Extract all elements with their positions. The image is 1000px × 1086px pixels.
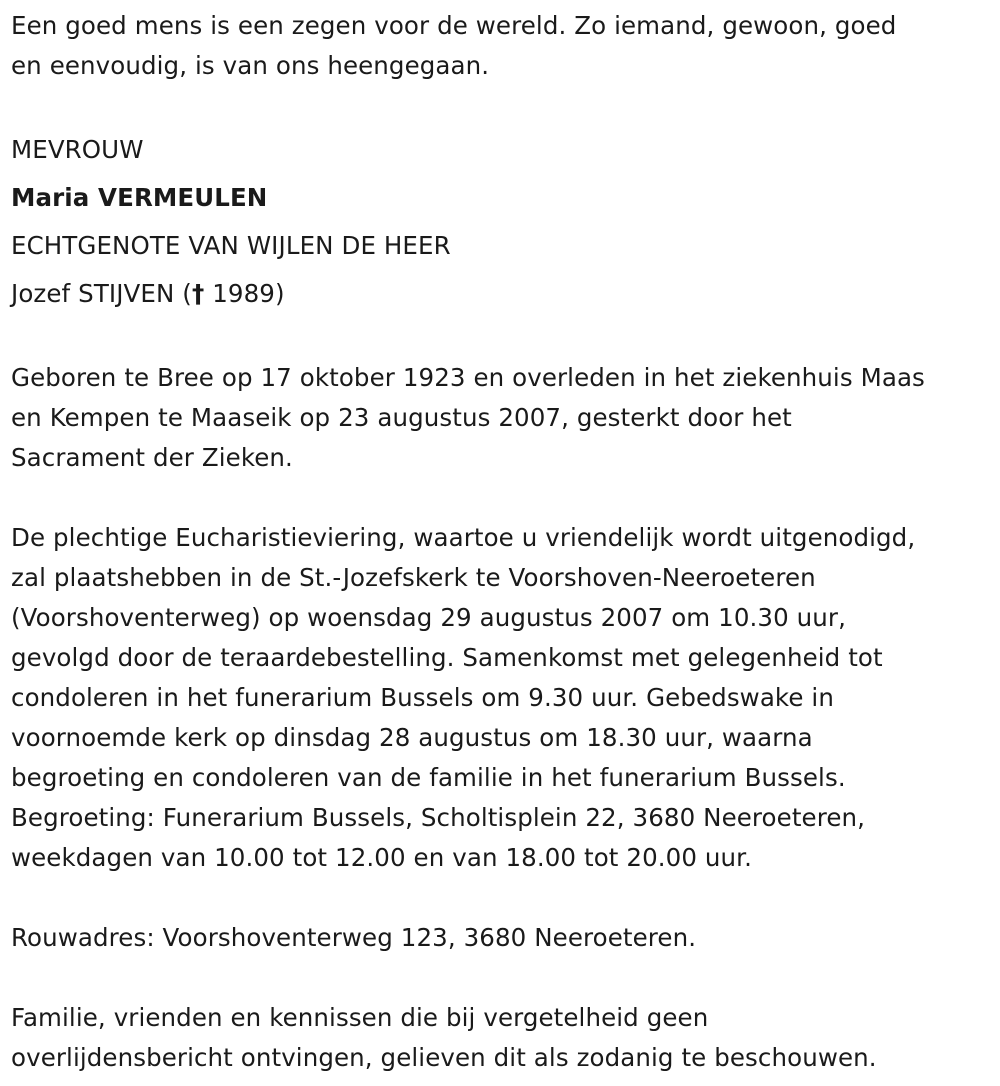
ceremony-line: (Voorshoventerweg) op woensdag 29 augustus 2007 om 10.30 uur, xyxy=(11,603,846,632)
intro-paragraph xyxy=(11,6,990,86)
deceased-relation: ECHTGENOTE VAN WIJLEN DE HEER xyxy=(11,231,451,260)
cross-icon: † xyxy=(191,279,205,308)
paragraph-spacer xyxy=(11,318,990,358)
ceremony-line: begroeting en condoleren van de familie in het funerarium Bussels. xyxy=(11,763,846,792)
birth-death-line: Geboren te Bree op 17 oktober 1923 en overleden in het ziekenhuis Maas xyxy=(11,363,925,392)
birth-death-line: Sacrament der Zieken. xyxy=(11,443,293,472)
spouse-line xyxy=(11,270,990,318)
ceremony-line: Begroeting: Funerarium Bussels, Scholtisplein 22, 3680 Neeroeteren, xyxy=(11,803,866,832)
closing-line: Familie, vrienden en kennissen die bij vergetelheid geen xyxy=(11,1003,709,1032)
intro-line: en eenvoudig, is van ons heengegaan. xyxy=(11,51,490,80)
closing-line: overlijdensbericht ontvingen, gelieven dit als zodanig te beschouwen. xyxy=(11,1043,877,1072)
mourning-address: Rouwadres: Voorshoventerweg 123, 3680 Neeroeteren. xyxy=(11,923,697,952)
ceremony-line: gevolgd door de teraardebestelling. Samenkomst met gelegenheid tot xyxy=(11,643,883,672)
birth-death-paragraph xyxy=(11,358,990,478)
paragraph-spacer xyxy=(11,478,990,518)
ceremony-line: voornoemde kerk op dinsdag 28 augustus om 18.30 uur, waarna xyxy=(11,723,813,752)
ceremony-line: De plechtige Eucharistieviering, waartoe u vriendelijk wordt uitgenodigd, xyxy=(11,523,916,552)
paragraph-spacer xyxy=(11,958,990,998)
closing-paragraph xyxy=(11,998,990,1078)
deceased-title: MEVROUW xyxy=(11,135,144,164)
deceased-block xyxy=(11,126,990,318)
spouse-death-year: 1989) xyxy=(204,279,285,308)
paragraph-spacer xyxy=(11,86,990,126)
paragraph-spacer xyxy=(11,878,990,918)
intro-line: Een goed mens is een zegen voor de wereld. Zo iemand, gewoon, goed xyxy=(11,11,897,40)
spouse-name: Jozef STIJVEN ( xyxy=(11,279,192,308)
ceremony-paragraph xyxy=(11,518,990,878)
ceremony-line: zal plaatshebben in de St.-Jozefskerk te Voorshoven-Neeroeteren xyxy=(11,563,816,592)
ceremony-line: condoleren in het funerarium Bussels om 9.30 uur. Gebedswake in xyxy=(11,683,834,712)
deceased-name: Maria VERMEULEN xyxy=(11,183,268,212)
ceremony-line: weekdagen van 10.00 tot 12.00 en van 18.00 tot 20.00 uur. xyxy=(11,843,752,872)
birth-death-line: en Kempen te Maaseik op 23 augustus 2007, gesterkt door het xyxy=(11,403,792,432)
